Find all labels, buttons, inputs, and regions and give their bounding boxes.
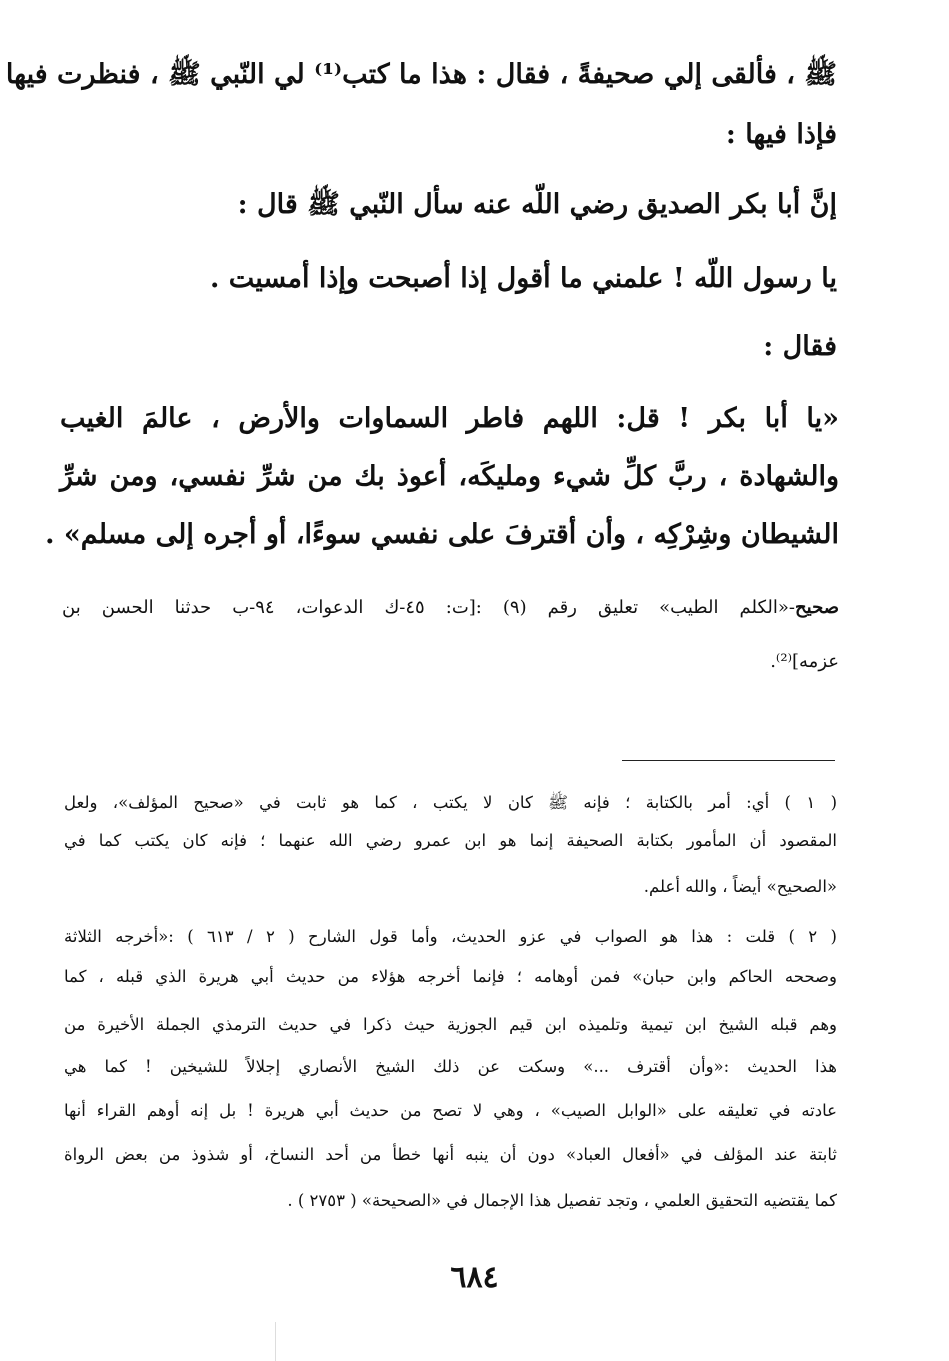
- footnote-1-line-3: «الصحيح» أيضاً ، والله أعلم.: [643, 877, 837, 896]
- reference-text: -«الكلم الطيب» تعليق رقم (٩) :[ت: ٤٥-ك الدعوات، ٩٤-ب حدثنا الحسن بن: [62, 597, 796, 618]
- footnote-2-line-6: ثابتة عند المؤلف في «أفعال العباد» دون أن ينبه أنها خطأ من أحد النساخ، أو شذوذ من بعض الرواة: [64, 1145, 837, 1164]
- main-text-line-2: فإذا فيها :: [725, 119, 837, 150]
- main-text-line-5: فقال :: [763, 331, 837, 362]
- main-text-line-3: إنَّ أبا بكر الصديق رضي اللّه عنه سأل النّبي ﷺ قال :: [237, 189, 837, 220]
- footnote-1-line-1: ( ١ ) أي: أمر بالكتابة ؛ فإنه ﷺ كان لا يكتب ، كما هو ثابت في «صحيح المؤلف»، ولعل: [64, 793, 838, 812]
- footnote-2-line-1: ( ٢ ) قلت : هذا هو الصواب في عزو الحديث، وأما قول الشارح ( ٢ / ٦١٣ ) :«أخرجه الثلاثة: [64, 927, 837, 946]
- main-text-line-7: والشهادة ، ربَّ كلِّ شيء ومليكَه، أعوذ بك من شرِّ نفسي، ومن شرِّ: [60, 461, 839, 492]
- footnote-2-line-3: وهم قبله الشيخ ابن تيمية وتلميذه ابن قيم الجوزية حيث ذكرا في حديث الترمذي الجملة الأخيرة من: [64, 1015, 837, 1034]
- page-number: ٦٨٤: [450, 1260, 499, 1295]
- scan-artifact-line: [275, 1322, 276, 1361]
- footnote-2-line-4: هذا الحديث :«وأن أقترف ...» وسكت عن ذلك الشيخ الأنصاري إجلالاً للشيخين ! كما هي: [64, 1057, 837, 1076]
- main-text-line-1: ﷺ ، فألقى إلي صحيفةً ، فقال : هذا ما كتب⁽¹⁾ لي النّبي ﷺ ، فنظرت فيها: [5, 59, 837, 90]
- footnote-2-line-2: وصححه الحاكم وابن حبان» فمن أوهامه ؛ فإنما أخرجه هؤلاء من حديث أبي هريرة الذي قبله ، كما: [64, 967, 837, 986]
- footnote-1-line-2: المقصود أن المأمور بكتابة الصحيفة إنما هو ابن عمرو رضي الله عنهما ؛ فإنه كان يكتب كما في: [64, 831, 837, 850]
- footnote-divider: [622, 760, 835, 761]
- footnote-2-line-5: عادته في تعليقه على «الوابل الصيب» ، وهي لا تصح من حديث أبي هريرة ! بل إنه أوهم القراء أنها: [64, 1101, 837, 1120]
- grade-label: صحيح: [795, 597, 839, 618]
- footnote-2-line-7: كما يقتضيه التحقيق العلمي ، وتجد تفصيل هذا الإجمال في «الصحيحة» ( ٢٧٥٣ ) .: [287, 1191, 837, 1210]
- main-text-line-4: يا رسول اللّه ! علمني ما أقول إذا أصبحت وإذا أمسيت .: [209, 263, 837, 294]
- main-text-line-6: «يا أبا بكر ! قل: اللهم فاطر السماوات والأرض ، عالمَ الغيب: [60, 403, 839, 434]
- main-text-line-8: الشيطان وشِرْكِه ، وأن أقترفَ على نفسي سوءًا، أو أجره إلى مسلم» .: [45, 519, 839, 550]
- reference-end: عزمه]⁽²⁾.: [770, 651, 839, 672]
- reference-line: [62, 596, 839, 620]
